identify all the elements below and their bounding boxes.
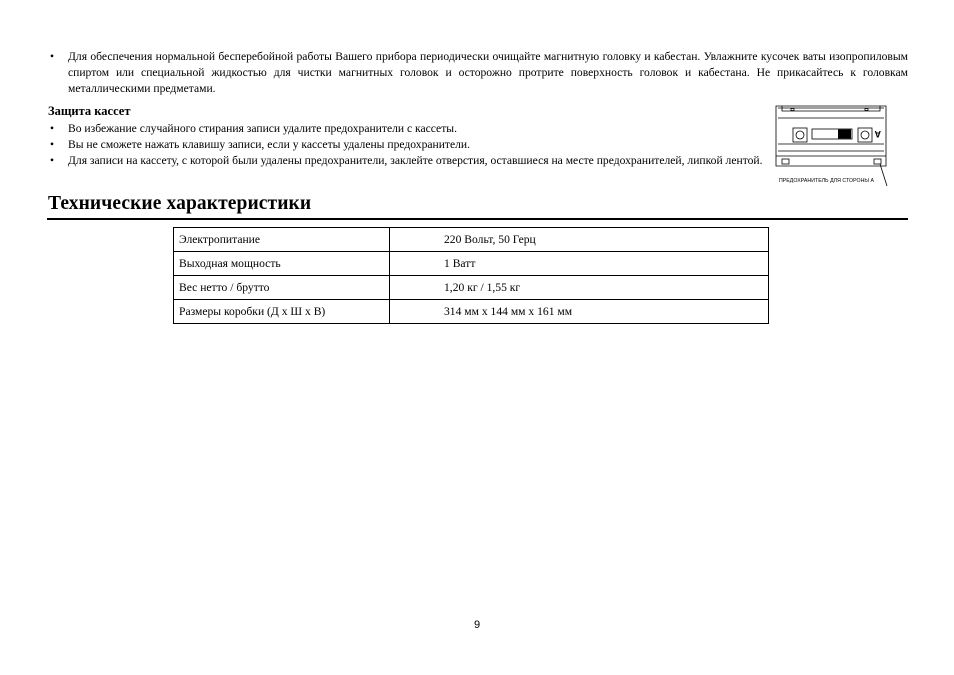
reel-window-mark xyxy=(838,130,851,139)
list-item-text: Для записи на кассету, с которой были удалены предохранители, заклейте отверстия, оставшиеся на месте предохранителей, липкой лентой. xyxy=(68,154,763,167)
table-row xyxy=(174,300,769,324)
list-item xyxy=(48,121,763,137)
spec-value: 314 мм x 144 мм x 161 мм xyxy=(390,300,769,324)
spec-label: Размеры коробки (Д x Ш x В) xyxy=(174,300,390,324)
table-row xyxy=(174,228,769,252)
section-title-specifications: Технические характеристики xyxy=(48,193,312,214)
spec-value: 1,20 кг / 1,55 кг xyxy=(390,276,769,300)
bullet-icon: • xyxy=(50,122,55,135)
spec-label: Выходная мощность xyxy=(174,252,390,276)
list-item-text: Во избежание случайного стирания записи удалите предохранители с кассеты. xyxy=(68,122,457,135)
side-letter: A xyxy=(874,129,881,139)
list-item-text: Для обеспечения нормальной бесперебойной работы Вашего прибора периодически очищайте магнитную головку и кабестан. Увлажните кусочек ваты изопропиловым спиртом или специальной жидкостью для чистки магнитных головок и осторожно протрите поверхность головок и кабестана. Не прикасайтесь к головкам металлическими предметами. xyxy=(68,50,908,95)
title-divider xyxy=(47,218,908,220)
maintenance-list xyxy=(48,49,908,97)
spec-label: Вес нетто / брутто xyxy=(174,276,390,300)
list-item xyxy=(48,137,763,153)
bullet-icon: • xyxy=(50,138,55,151)
spec-label: Электропитание xyxy=(174,228,390,252)
cassette-protection-list xyxy=(48,121,763,169)
section-heading-cassette-protection: Защита кассет xyxy=(48,104,131,118)
list-item xyxy=(48,153,763,169)
cassette-caption: ПРЕДОХРАНИТЕЛЬ ДЛЯ СТОРОНЫ А xyxy=(779,178,875,184)
specifications-table xyxy=(173,227,769,324)
list-item-text: Вы не сможете нажать клавишу записи, если у кассеты удалены предохранители. xyxy=(68,138,471,151)
table-row xyxy=(174,276,769,300)
cassette-icon xyxy=(776,106,887,186)
table-row xyxy=(174,252,769,276)
bullet-icon: • xyxy=(50,50,55,63)
list-item xyxy=(48,49,908,97)
bullet-icon: • xyxy=(50,154,55,167)
page-number: 9 xyxy=(473,619,481,631)
spec-value: 220 Вольт, 50 Герц xyxy=(390,228,769,252)
spec-value: 1 Ватт xyxy=(390,252,769,276)
